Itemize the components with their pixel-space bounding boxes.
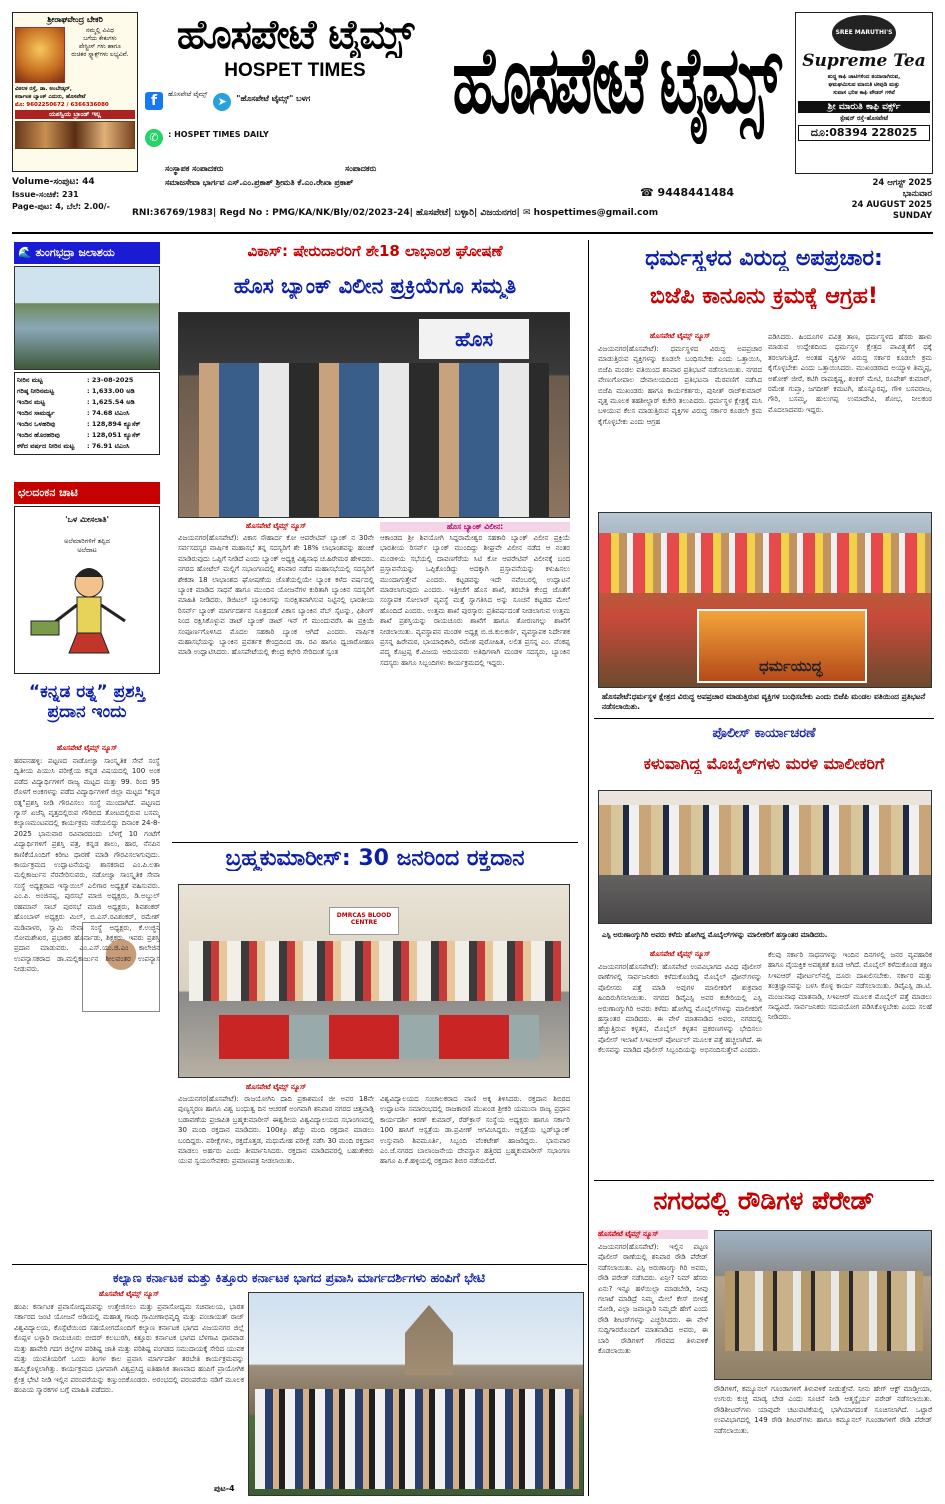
dam-row-value: : 1,633.00 ಅಡಿ xyxy=(87,387,135,395)
dharma-headline2: ಬಿಜೆಪಿ ಕಾನೂನು ಕ್ರಮಕ್ಕೆ ಆಗ್ರಹ! xyxy=(650,284,878,309)
cartoon-bubble-line2: ಅಲೆದಾಟ xyxy=(77,546,97,554)
hampi-byline: ಹೊಸಪೇಟೆ ಟೈಮ್ಸ್ ನ್ಯೂಸ್ xyxy=(98,1290,160,1298)
telegram-icon[interactable]: ➤ xyxy=(213,93,231,111)
bakery-ad-phone: ಮೊ: 9602250672 / 6366336080 xyxy=(15,102,109,108)
kannada-ratna-body: ಹರಪನಹಳ್ಳಿ: ಪಟ್ಟಣದ ನಾಡೋಜ್ವಾ ಸಾಂಸ್ಕೃತಿಕ ಸೇವೆ ಸಂಸ್ಥೆ ದ್ವಿತೀಯ ಪಿಯುಸಿ ಪರೀಕ್ಷೆಯ ಕನ್ನಡ ವಿಷಯದಲ್ಲಿ 100 ಅಂಕ ಪಡೆದ ವಿದ್ಯಾರ್ಥಿಗಳಿಗೆ ರಾಜ್ಯ ಮಟ್ಟದ ಮತ್ತು 99. ರಿಂದ 95 ರೊಳಗೆ ಅಂಕಗಳನ್ನು ಪಡೆದ ವಿದ್ಯಾರ್ಥಿಗಳಿಗೆ ಜಿಲ್ಲಾ ಮಟ್ಟದ "ಕನ್ನಡ ರತ್ನ"ಪ್ರಶಸ್ತಿ ನೀಡಿ ಗೌರವಿಸಲು ಸಂಸ್ಥೆ ಮುಂದಾಗಿದೆ. ಪಟ್ಟಣದ ಗ್ಯಾಸ್ ಏಜೆನ್ಸಿ ವೃತ್ತದಲ್ಲಿರುವ ಗೌರಿಬಿದ ತೋಟದಲ್ಲಿರುವ ಬಸಮ್ಮ ಕಲ್ಯಾಣಮಂಟಪದಲ್ಲಿ ಕಾರ್ಯಕ್ರಮ ನಡೆಯಲಿದ್ದು ದಿನಾಂಕ 24-8-2025 ಭಾನುವಾರ ರವಿವಾರದಂದು ಬೆಳಗ್ಗೆ 10 ಗಂಟೆಗೆ ವಿದ್ಯಾರ್ಥಿಗಳಿಗೆ ಪ್ರಶಸ್ತಿ ಪತ್ರ, ಕನ್ನಡ ಶಾಲು, ಹಾರ, ನೆನಪಿನ ಕಾಣಿಕೆಯೊಂದಿಗೆ ಕಿರೀಟ ಧಾರಣೆ ಮಾಡಿ ಗೌರವಿಸಲಾಗುವುದು. ಕಾರ್ಯಕ್ರಮದ ಉದ್ಘಾಟನೆಯನ್ನು ಶಾಸಕರಾದ ಎಂ.ಪಿ.ಲತಾ ಮಲ್ಲಿಕಾರ್ಜುನ ನೆರವೇರಿಸುವರು, ನಡೋಜ್ವಾ ಸಾಂಸ್ಕೃತಿಕ ಸೇವಾ ಸಂಸ್ಥೆ ಅಧ್ಯಕ್ಷರಾದ ಇಸ್ಮಾಯಿಲ್ ಎಲಿಗಾರ ಅಧ್ಯಕ್ಷತೆ ವಹಿಸುವರು. ಎಂ.ಪಿ. ಅಂಜಿನಪ್ಪ, ಪುರಸಭೆ ಮಾಜಿ ಅಧ್ಯಕ್ಷರು, ಡಿ.ಅಬ್ದುಲ್ ರಹಮಾನ್ ಸಾಬ್ ಪುರಸಭೆ ಮಾಜಿ ಅಧ್ಯಕ್ಷರು, ಶಿವಶಂಕರ್ ಹೊಂಬಾಳ್ ಅಧ್ಯಕ್ಷರು ಮಿಲ್, ಬಿ.ಎಸ್.ರವಿಶಂಕರ್, ರಮೇಶ್ ಮಡಿವಾಳರ, ಸ್ವಾಮಿ ಸೇವಾ ಸಂಸ್ಥೆ ಅಧ್ಯಕ್ಷರು, ಕೆ.ಉಜ್ಜಿನಿ ಸೋಮಶೇಖರ, ಪ್ರಭಾಕರ ಹೊರ್ನಾಡು, ಶಿಕ್ಷಕರು. ಇವರು ಪ್ರಶಸ್ತಿ ಪ್ರದಾನ ಮಾಡುವರು. ಎಂ.ಎಸ್.ಯು.ಜಿ.ಎಂ ಕಾಲೇಜಿನ ಉಪನ್ಯಾಸಕರಾದ ಡಾ.ಮಲ್ಲಿಕಾರ್ಜುನ ಶೀಲವಂತರ ಉಪನ್ಯಾಸ ನೀಡುವರು. xyxy=(14,757,160,974)
dam-row-value: : 128,894 ಕ್ಯೂಸೆಕ್ xyxy=(87,420,141,428)
cartoon-bubble-line1: ಅಲೆಮಾರಿಗಳಿಗೆ ತಪ್ಪಿದ xyxy=(64,537,110,545)
dam-row xyxy=(17,386,157,397)
kannada-ratna-headline1: “ಕನ್ನಡ ರತ್ನ” ಪ್ರಶಸ್ತಿ xyxy=(28,682,146,702)
dam-row-label: ಕಳೆದ ವರ್ಷದ ನೀರಿನ ಮಟ್ಟ xyxy=(17,442,75,450)
blood-photo-people xyxy=(189,941,561,1001)
paper-name-kn-small: ಹೊಸಪೇಟೆ ಟೈಮ್ಸ್ xyxy=(176,12,414,58)
dam-row-label: ಗರಿಷ್ಠ ನೀರಿನಮಟ್ಟ xyxy=(17,387,55,395)
cartoon-drawing xyxy=(17,555,157,655)
bank-photo-banner: ಹೊಸ xyxy=(419,319,529,359)
phone-number: 9448441484 xyxy=(657,186,735,199)
email[interactable]: hospettimes@gmail.com xyxy=(533,208,659,218)
hampi-headline: ಕಲ್ಯಾಣ ಕರ್ನಾಟಕ ಮತ್ತು ಕಿತ್ತೂರು ಕರ್ನಾಟಕ ಭಾಗದ ಪ್ರವಾಸಿ ಮಾರ್ಗದರ್ಶಿಗಳು ಹಂಪಿಗೆ ಭೇಟಿ xyxy=(112,1270,486,1285)
social-row xyxy=(145,90,445,112)
bakery-ad-address1: ವಿಠಲಕ ರಸ್ತೆ, ಡಾ. ಅಂಬೇಡ್ಕರ್, xyxy=(15,86,72,92)
center-rule xyxy=(172,842,578,843)
hampi-group xyxy=(255,1389,579,1489)
reg-line: RNI:36769/1983| Regd No : PMG/KA/NK/Bly/02/2023-24| xyxy=(132,208,413,218)
bank-photo-figures xyxy=(199,363,549,518)
pages-price: Page-ಪುಟ: 4, ಬೆಲೆ: 2.00/- xyxy=(12,202,110,211)
telegram-label[interactable]: "ಹೊಸಪೇಟೆ ಟೈಮ್ಸ್" ಬಳಗ xyxy=(236,94,311,103)
bottom-rule xyxy=(12,1264,587,1265)
bank-body2: ಆಕಾಂಡದ ಶ್ರೀ ಶಿವಯೋಗಿ ಸಿದ್ದರಾಮೇಶ್ವರ ಸಹಕಾರಿ ಬ್ಯಾಂಕ್ ವಿಲೀನ ಪ್ರಕ್ರಿಯೆ ಭಾರತೀಯ ರಿಸರ್ವ್ ಬ್ಯಾಂಕ್ ಮುಂದಿದ್ದು ಶೀಘ್ರವೇ ವಿಲೀನ ನಡೆದ ಆ ನಂತರ ಮಂಡಳಿಯ ಸಭೆಯಲ್ಲಿ ದಾವಣಗೆರೆಯ ಸಿಟಿ ಕೋ ಆಪರೇಟಿವ್ ವಿಲೀನಕ್ಕೆ ಬಂದ ಪ್ರಸ್ತಾವನೆಯನ್ನು ಒಪ್ಪಿಕೊಂಡಿದ್ದು ಅದಕ್ಕಾಗಿ ಪ್ರಸ್ತಾವನೆಯನ್ನು ಕಳುಹಿಸಲು ಮುಂದಾಗುತ್ತೇವೆ ಎಂದರು. ಕಟ್ಟಡವನ್ನು ಇದೇ ನವೆಂಬರಲ್ಲಿ ಉದ್ಘಾಟನೆ ಮಾಡಲಾಗುವುದು ಎಂದರು. ಇತ್ತೀಚೆಗೆ ಹೊಸ ಶಾಖೆ, ತರಬೇತಿ ಕೇಂದ್ರ ಜೊತೆಗೆ ಸಂಸ್ಥಾಪಕ ಸೋಲಾರ್ ವ್ಯವಸ್ಥೆ ಮತ್ತೆ ಸ್ವಾಗತಿಸಿದ ಅನ್ನು ಸೂಚನೆ ಕಟ್ಟಡದ ಮೇಲೆ ಹೊಂದಿದೆ ಎಂದರು. ಉತ್ತಮ ಶಾಖೆ ಪುರಸ್ಕಾರ: ಪ್ರತಿವರ್ಷದಂತೆ ನೀಡಲಾಗುವ ಉತ್ತಮ ಶಾಖೆ ಪ್ರಶಸ್ತಿಯನ್ನು ರಾಯಚೂರು ಶಾಖೆಗೆ ಹಾಗೂ ತೋರಣಗಲ್ಲು ಶಾಖೆಗೆ ನೀಡಲಾಯಿತು. ವ್ಯವಸ್ಥಾಪನ ಮಂಡಳಿ ಅಧ್ಯಕ್ಷ ಬಿ.ಜಿ.ಕುಲಕರ್ಣಿ, ವ್ಯವಸ್ಥಾಪಕ ನಿರ್ದೇಶಕ ಪ್ರಸನ್ನ ಹಿರೇಮಠ, ಭಾಯಾಧಿಕಾರಿ, ರಮೇಶ ಪುರೋಹಿತ, ಲಲಿತ ಪ್ರಸನ್ನ ಎಂ. ವೆಂಕಪ್ಪ ಪದ್ಮ ಕೊಟ್ರಪ್ಪ ಕೆ.ವಿಜಯ ಆದಿಯವರು ಅತಿಥಿಗಳಾಗಿ ಮಂಡಳಿ ಸದಸ್ಯರು, ಬ್ಯಾಂಕಿನ ಸದಸ್ಯರು ಹಾಗೂ ಸಿಬ್ಬಂದಿಗಳು ಕಾರ್ಯಕ್ರಮದಲ್ಲಿ ಇದ್ದರು. xyxy=(380,534,570,667)
dharma-banner-text: ಧರ್ಮಯುದ್ಧ xyxy=(759,657,823,675)
dam-title-text: ತುಂಗಭದ್ರಾ ಜಲಾಶಯ xyxy=(35,246,115,259)
tea-line3: ಸುವಾಸ ಭರಿತ ಕಾಫಿ ಪೌಡರ್ ಗಳಿವೆ xyxy=(833,90,895,96)
mobiles-headline: ಕಳುವಾಗಿದ್ದ ಮೊಬೈಲ್‌ಗಳು ಮರಳಿ ಮಾಲೀಕರಿಗೆ xyxy=(643,754,885,773)
tea-place: ಸ್ಟೇಷನ್ ರಸ್ತೆ-ಹೊಸಪೇಟೆ xyxy=(839,115,889,122)
volume: Volume-ಸಂಪುಟ: 44 xyxy=(12,177,95,187)
tea-line2: ಘಮಘಮಿಸುವ ಮಾರುತಿ ಟೀಪುಡಿ ಮತ್ತು xyxy=(828,82,900,88)
day-en: SUNDAY xyxy=(892,211,932,221)
dam-row-label: ಇಂದಿನ ಸಾಮರ್ಥ್ಯ xyxy=(17,409,55,417)
blood-banner: DMRCAS BLOOD CENTRE xyxy=(329,907,399,935)
issue: Issue-ಸಂಚಿಕೆ: 231 xyxy=(12,189,79,199)
mail-icon: ✉ xyxy=(522,208,531,218)
rowdy-body1: ವಿಜಯನಗರ(ಹೊಸಪೇಟೆ): ಇಲ್ಲಿನ ಪಟ್ಟಣ ಪೊಲೀಸ್ ಠಾಣೆಯಲ್ಲಿ ಶನಿವಾರ ರೌಡಿ ಪೆರೇಡ್ ನಡೆಸಲಾಯಿತು. ಎಸ್ಪಿ ಅರುಣಾಂಗ್ಶು ಗಿರಿ ಅವರು, ರೌಡಿ ಪರೇಡ್ ನಡೆಸಿದರು. ಏನ್ರೀ? ನಿಮ್ ಹೆಸರು ಏನು? ಇನ್ನೂ ಹಳೆಯಿಲ್ಲಾ ಮಾಡಬೇಡಿ, ನೀವು ಗಲಾಟೆ ಮಾಡಿದ್ರೆ ನಿಮ್ಮ ಮೇಲೆ ಕೇಸ್ ಬೀಳತ್ತೆ ನೋಡಿ, ಎಲ್ಲಾ ಜವಾಬ್ದಾರಿ ನಿಮ್ಮದೇ ಹೇಗೆ ಎಂದು ರೌಡಿ ಶೀಟರ್‌ಗಳನ್ನು ಎಚ್ಚರಿಸಿದರು. ಈ ವೇಳೆ ಸುದ್ದಿಗಾರರೊಂದಿಗೆ ಮಾತನಾಡಿದ ಅವರು, ಈ ಬಾರಿ ರೌಡಿಗಳಿಗೆ ಗೌರವದ ತಿಳುವಳಿಕೆ ಕೊಡಲಾಯಿತು xyxy=(598,1243,708,1356)
bank-photo xyxy=(178,312,570,518)
dharma-byline: ಹೊಸಪೇಟೆ ಟೈಮ್ಸ್ ನ್ಯೂಸ್ xyxy=(649,332,711,340)
blood-body1: ವಿಜಯನಗರ(ಹೊಸಪೇಟೆ): ರಾಜಯೋಗಿನಿ ದಾದಿ ಪ್ರಕಾಶಮಣಿ ಜೀ ಅವರ 18ನೇ ಪುಣ್ಯಸ್ಮರಣ ಹಾಗೂ ವಿಶ್ವ ಬಂಧುತ್ವ ದಿನ ಆಚರಣೆ ಅಂಗವಾಗಿ ಶನಿವಾರ ನಗರದ ಚಿತ್ತವಾಡ್ಗಿ ಬಡಾವಣೆಯ ಪ್ರಜಾಪಿತ ಬ್ರಹ್ಮಕುಮಾರೀಸ್ ಈಶ್ವರೀಯ ವಿಶ್ವವಿದ್ಯಾಲಯದ ಸಭಾಂಗಣದಲ್ಲಿ 30 ಮಂದಿ ರಕ್ತದಾನ ಮಾಡಿದರು. 100ಕ್ಕೂ ಹೆಚ್ಚು ಮಂದಿ ರಕ್ತದಾನ ಮಾಡಲು ಬಂದಿದ್ದರು. ಪರೀಕ್ಷೆಗಳು, ರಕ್ತದೊತ್ತಡ, ಮಧುಮೇಹ ಪರೀಕ್ಷೆ ನಡೆಸಿ 30 ಮಂದಿ ರಕ್ತದಾನ ಮಾಡಲು ಅರ್ಹರು ಎಂದು ತೀರ್ಮಾನಿಸಿದರು. ರಕ್ತದಾನ ಮಾಡಿದವರಲ್ಲಿ ಬಹುತೇಕರು ಯುವ ಸ್ವಯಂಸೇವಕರು ಪ್ರಮಾಣಪತ್ರ ನೀಡಲಾಯಿತು. xyxy=(178,1095,374,1166)
date-kn: 24 ಆಗಸ್ಟ್ 2025 xyxy=(872,178,932,188)
founder-name: ಸಮಾಜಸೇವಾ ಭಾರ್ಗವ ಎಸ್.ಎಂ.ಪ್ರಕಾಶ್ ಶ್ರೀಮತಿ ಕೆ.ಎಂ.ರೇಖಾ ಪ್ರಕಾಶ್ xyxy=(165,178,354,187)
mobiles-kicker: ಪೊಲೀಸ್ ಕಾರ್ಯಾಚರಣೆ xyxy=(712,726,816,741)
location-line: ಹೊಸಪೇಟೆ| ಬಳ್ಳಾರಿ| ವಿಜಯನಗರ| xyxy=(416,208,520,218)
paper-name-kn-large: ಹೊಸಪೇಟೆ ಟೈಮ್ಸ್ xyxy=(452,25,778,135)
dam-row xyxy=(17,397,157,408)
kannada-ratna-headline2: ಪ್ರದಾನ ಇಂದು xyxy=(47,702,127,722)
dam-row-value: : 23-08-2025 xyxy=(87,376,134,384)
cake-image xyxy=(15,121,135,149)
bakery-ad[interactable] xyxy=(12,12,138,172)
dam-row-value: : 128,051 ಕ್ಯೂಸೆಕ್ xyxy=(87,431,141,439)
tea-logo: SREE MARUTHI'S xyxy=(832,15,896,51)
dharma-body1: ವಿಜಯನಗರ(ಹೊಸಪೇಟೆ): ಧರ್ಮಸ್ಥಳದ ವಿರುದ್ಧ ಅಪಪ್ರಚಾರ ಮಾಡುತ್ತಿರುವ ವ್ಯಕ್ತಿಗಳನ್ನು ಕೂಡಲೇ ಬಂಧಿಸಬೇಕು ಎಂದು ಒತ್ತಾಯಿಸಿ, ಬಿಜೆಪಿ ಮಂಡಲ ವತಿಯಿಂದ ಶನಿವಾರ ಪ್ರತಿಭಟನೆ ನಡೆಸಲಾಯಿತು. ನಗರದ ವೇಣುಗೋಪಾಲ ದೇವಾಲಯದಿಂದ ಪ್ರತಿಭಟನಾ ಮೆರವಣಿಗೆ ನಡೆಸಿದ ಬಿಜೆಪಿ ಮುಖಂಡರು ಹಾಗೂ ಕಾರ್ಯಕರ್ತರು, ಪುನೀತ್ ರಾಜ್‌ಕುಮಾರ್ ವೃತ್ತ ಮೂಲಕ ತಹಶೀಲ್ದಾರ್ ಕಚೇರಿ ತಲುಪಿದರು. ಧರ್ಮಸ್ಥಳ ಕ್ಷೇತ್ರಕ್ಕೆ ಮಸಿ ಬಳಿಯುವ ಕೆಲಸ ಮಾಡುತ್ತಿರುವ ವ್ಯಕ್ತಿಗಳ ವಿರುದ್ಧ ಸರ್ಕಾರ ಕೂಡಲೇ ಕ್ರಮ ಕೈಗೊಳ್ಳಬೇಕು ಎಂದು ಆಗ್ರಹ xyxy=(598,345,762,426)
phone-icon: ☎ xyxy=(640,186,654,199)
dam-title xyxy=(14,242,160,264)
hampi-temple xyxy=(389,1305,469,1375)
dharma-banner xyxy=(697,609,867,683)
bakery-ad-title: ಶ್ರೀರಾಘವೇಂದ್ರ ಬೇಕರಿ xyxy=(47,15,103,24)
bakery-ad-address2: ಕರ್ನಾಟಕ ಬ್ಯಾಂಕ್ ಎದುರು, ಹೊಸಪೇಟೆ xyxy=(15,94,86,100)
mobiles-caption: ಎಸ್ಪಿ ಅರುಣಾಂಗ್ಶುಗಿರಿ ಅವರು ಕಳೆದು ಹೋಗಿದ್ದ ಮೊಬೈಲ್‌ಗಳನ್ನು ಮಾಲೀಕರಿಗೆ ಹಸ್ತಾಂತರ ಮಾಡಿದರು. xyxy=(602,931,828,939)
dam-row xyxy=(17,441,157,452)
cartoon-title-text: ಛಲದಂಕನ ಚಾಟಿ xyxy=(18,486,78,499)
bank-kicker: ವಿಕಾಸ್: ಷೇರುದಾರರಿಗೆ ಶೇ18 ಲಾಭಾಂಶ ಘೋಷಣೆ xyxy=(247,242,503,260)
whatsapp-label[interactable]: : HOSPET TIMES DAILY xyxy=(168,130,269,139)
rowdy-byline: ಹೊಸಪೇಟೆ ಟೈಮ್ಸ್ ನ್ಯೂಸ್ xyxy=(598,1230,708,1239)
bakery-ad-line4: ರುಚಿಕರ ಸ್ನ್ಯಾಕ್ಸ್‌ಗಳು ಲಭ್ಯವಿವೆ. xyxy=(71,51,129,58)
dam-row-label: ಇಂದಿನ ಮಟ್ಟ xyxy=(17,398,46,406)
dharma-photo xyxy=(598,512,932,688)
bakery-ad-line1: ನಮ್ಮಲ್ಲಿ ವಿವಿಧ xyxy=(86,27,114,34)
mobiles-body1: ವಿಜಯನಗರ(ಹೊಸಪೇಟೆ): ಹೊಸಪೇಟೆ ಉಪವಿಭಾಗದ ವಿವಿಧ ಪೊಲೀಸ್ ಠಾಣೆಗಳಲ್ಲಿ ಸಾರ್ವಜನಿಕರು ಕಳೆದುಕೊಂಡಿದ್ದ ಮೊಬೈಲ್ ಫೋನ್‌ಗಳನ್ನು ಪೊಲೀಸರು ಪತ್ತೆ ಮಾಡಿ ಅವುಗಳ ಮಾಲೀಕರಿಗೆ ಶುಕ್ರವಾರ ಹಿಂದಿರುಗಿಸಲಾಯಿತು. ನಗರದ ಡಿವೈಎಸ್ಪಿ ಅವರ ಕಚೇರಿಯಲ್ಲಿ ಎಸ್ಪಿ ಅರುಣಾಂಗ್ಶುಗಿರಿ ಅವರು ಕಳೆದು ಹೋಗಿದ್ದ ಮೊಬೈಲ್‌ಗಳನ್ನು ಮಾಲೀಕರಿಗೆ ಹಸ್ತಾಂತರ ಮಾಡಿದರು. ಈ ವೇಳೆ ಮಾತನಾಡಿದ ಅವರು, ನಗರದಲ್ಲಿ ಹೆಚ್ಚುತ್ತಿರುವ ಕಳ್ಳತನ, ಮೊಬೈಲ್ ಕಳ್ಳತನ ಪ್ರಕರಣಗಳನ್ನು ಭೇದಿಸಲು ಪೊಲೀಸ್ ಇಲಾಖೆ ಸಿಇಐಆರ್ ಪೋರ್ಟಲ್ ಮೂಲಕ ಪತ್ತೆ ಹಚ್ಚಲಾಗಿದೆ. ಈ ಕೆಲಸವನ್ನು ಮಾಡಿದ ಪೊಲೀಸ್ ಸಿಬ್ಬಂದಿಯನ್ನು ಅಭಿನಂದಿಸುತ್ತೇವೆ ಎಂದರು. xyxy=(598,963,762,1055)
dam-row xyxy=(17,419,157,430)
blood-headline: ಬ್ರಹ್ಮಕುಮಾರೀಸ್: 30 ಜನರಿಂದ ರಕ್ತದಾನ xyxy=(225,846,525,871)
facebook-label[interactable]: ಹೊಸಪೇಟೆ ಟೈಮ್ಸ್ xyxy=(168,90,208,98)
paper-name-en: HOSPET TIMES xyxy=(224,60,366,81)
dharma-headline1: ಧರ್ಮಸ್ಥಳದ ವಿರುದ್ಧ ಅಪಪ್ರಚಾರ: xyxy=(645,246,883,271)
rowdy-rule xyxy=(594,1180,934,1181)
blood-body2: ವಿಶ್ವವಿದ್ಯಾಲಯದ ಸಂಚಾಲಕರಾದ ವಾಣಿ ಅಕ್ಕ ತಿಳಿಸಿದರು. ರಕ್ತದಾನ ಶಿಬಿರದ ಉದ್ಘಾಟನಾ ಸಮಾರಂಭದಲ್ಲಿ ರಾಜಕಾರಣಿ ಮುಖಂಡ ಶ್ರೀಕರಿ ಯಮುನಾ ರಾಜ್ಯ ಪ್ರಧಾನ ಕಾರ್ಯದರ್ಶಿ ಕಿರಣ್ ಕುಮಾರ್, ರೆಡ್‌ಕ್ರಾಸ್ ಸಂಸ್ಥೆಯ ಅಧ್ಯಕ್ಷರು ಹಾಗೂ ಸರ್ಕಾರಿ 100 ಹಾಸಿಗೆ ಆಸ್ಪತ್ರೆಯ ಡಾ.ಪ್ರವೀಣ್ ಆಗಮಿಸಿದ್ದರು. ಆಸ್ಪತ್ರೆಯ ಬ್ಲಡ್‌ಬ್ಯಾಂಕ್ ಉಸ್ತುವಾರಿ ಶಿವಮೂರ್ತಿ, ಸಿಬ್ಬಂದಿ ವೆಂಕಟೇಶ್ ಹಾಜರಿದ್ದರು. ಭಾನುವಾರ ಎಂ.ಜೆ.ನಗರದ ಬಾಲಾಂಜನೇಯ ದೇವಸ್ಥಾನ ಹತ್ತಿರದ ಬ್ರಹ್ಮಕುಮಾರೀಸ್ ಸಭಾಂಗಣ ಹಾಗೂ ಪಿ.ಕೆ.ಹಳ್ಳಿಯಲ್ಲಿ ರಕ್ತದಾನ ಶಿಬಿರ ನಡೆಯಲಿದೆ. xyxy=(380,1095,570,1166)
founder-label: ಸಂಸ್ಥಾಪಕ ಸಂಪಾದಕರು xyxy=(165,164,224,173)
cartoon-panel xyxy=(14,506,160,674)
cartoon-title xyxy=(14,482,160,504)
hampi-photo xyxy=(248,1292,584,1496)
bakery-ad-line2: ಬಗೆಯ ಕೇಕುಗಳು xyxy=(83,35,117,42)
blood-photo xyxy=(178,884,570,1078)
mobiles-people xyxy=(599,805,932,875)
bank-body1: ವಿಜಯನಗರ(ಹೊಸಪೇಟೆ): ವಿಕಾಸ ಸೌಹಾರ್ದ ಕೋ ಆಪರೇಟಿವ್ ಬ್ಯಾಂಕ್ ನ 30ನೇ ಸರ್ವಸದಸ್ಯರ ವಾರ್ಷಿಕ ಮಹಾಸಭೆ ತನ್ನ ಸದಸ್ಯರಿಗೆ ಶೇ 18% ಲಾಭಾಂಶವನ್ನು ಹಂಚಿಕೆ ಮಾಡಿರುವುದು ಒಪ್ಪಿಗೆ ನೀಡಿದೆ ಎಂದು ಬ್ಯಾಂಕ್ ಅಧ್ಯಕ್ಷ ವಿಶ್ವನಾಥ ಚ.ಹಿರೇಮಠ ಹೇಳಿದರು. ನಗರದ ಹೋಟೆಲ್ ಮಲ್ಲಿಗೆ ಸಭಾಂಗಣದಲ್ಲಿ ಶನಿವಾರ ನಡೆದ ಮಹಾಸಭೆಯಲ್ಲಿ ಸದಸ್ಯರಿಗೆ ಶೇಕಡಾ 18 ಲಾಭಾಂಶದ ಘೋಷಣೆಯ ಜೊತೆಯಲ್ಲಿಯೇ ಬ್ಯಾಂಕ ಕಳೆದ ವರ್ಷದಲ್ಲಿ ಬ್ಯಾಂಕ ಮಾಡಿದ ಸಾಧನೆ ಹಾಗೂ ಮುಂದಿನ ಯೋಜನೆಗಳ ಕುರಿತಾಗಿ ಬ್ಯಾಂಕಿನ ಸದಸ್ಯರಿಗೆ ಮಾಹಿತಿ ನೀಡಿದರು. ಡಿಜಿಟಲ್ ಬ್ಯಾಂಕಿಂಗನ್ನು ಸುರಕ್ಷಿತವಾಗಿಸುವ ನಿಟ್ಟಿನಲ್ಲಿ ಭಾರತೀಯ ರಿಸರ್ವ್ ಬ್ಯಾಂಕ್ ಮಾರ್ಗದರ್ಶನ ಸೂತ್ರದಂತೆ ವಿಕಾಸ ಬ್ಯಾಂಕಿನ ವೆಬ್ ಸೈಟನ್ನು, ಫಿಶಿಂಗ್ ನಿಂದ ರಕ್ಷಿಸಿಕೊಳ್ಳುವ ಡಾಟ್ ಬ್ಯಾಂಕ್ ಡಾಟ್ ಇನ್ ಗೆ ಮುಂದುವರೆಸಿ ಈ ಪ್ರಕ್ರಿಯೆ ಸಂಪೂರ್ಣಗೊಳಿಸಿದ ಮೊದಲ ಸಹಕಾರಿ ಬ್ಯಾಂಕ ಆಗಿದೆ ಎಂದರು. ವಾರ್ಷಿಕ ಮಹಾಸಭೆಯನ್ನು ಬ್ಯಾಂಕಿನ ಪ್ರವರ್ತಕ ಕೇಂದ್ರದಿಂದ ಡಾ. ರವಿ ಹಾಗೂ ಧ್ವಜಾರೋಹಣ ಮಾಡಿ ಉದ್ಘಾಟಿಸಿದರು. ಹೊಸಪೇಟೆಯಲ್ಲಿ ಕೇಂದ್ರ ಕಛೇರಿ ಸೇರಿದಂತೆ ಸ್ವಂತ xyxy=(178,534,374,657)
day-kn: ಭಾನುವಾರ xyxy=(902,189,932,199)
masthead-rule xyxy=(12,232,933,234)
rowdy-police-figures xyxy=(725,1271,923,1351)
editor-label: ಸಂಪಾದಕರು xyxy=(345,164,377,173)
bank-byline: ಹೊಸಪೇಟೆ ಟೈಮ್ಸ್ ನ್ಯೂಸ್ xyxy=(245,522,307,530)
dam-row-value: : 1,625.54 ಅಡಿ xyxy=(87,398,135,406)
mobiles-photo xyxy=(598,790,932,924)
date-en: 24 AUGUST 2025 xyxy=(851,200,932,210)
rowdy-headline: ನಗರದಲ್ಲಿ ರೌಡಿಗಳ ಪೆರೇಡ್ xyxy=(653,1186,875,1215)
rowdy-photo xyxy=(714,1230,932,1380)
dam-table xyxy=(14,372,160,455)
bakery-ad-line3: ಪೇಸ್ಟ್ರೀಸ್ ಗಳು ಹಾಗೂ xyxy=(78,43,122,50)
dharma-caption: ಹೊಸಪೇಟೆ:ಧರ್ಮಸ್ಥಳ ಕ್ಷೇತ್ರದ ವಿರುದ್ಧ ಅಪಪ್ರಚಾರ ಮಾಡುತ್ತಿರುವ ವ್ಯಕ್ತಿಗಳ ಬಂಧಿಸಬೇಕು ಎಂದು ಬಿಜೆಪಿ ಮಂಡಲ ವತಿಯಿಂದ ಪ್ರತಿಭಟನೆ ನಡೆಸಲಾಯಿತು. xyxy=(602,692,926,711)
dharma-body2: ಪಡಿಸಿದರು. ಹಿಂದೂಗಳ ಪವಿತ್ರ ತಾಣ, ಧರ್ಮಸ್ಥಳದ ಹೆಸರು ಹಾಳು ಮಾಡುವ ಉದ್ದೇಶದಿಂದ ಧರ್ಮಸ್ಥಳ ಕ್ಷೇತ್ರದ ಪಾವಿತ್ರ್ಯತೆಗೆ ಧಕ್ಕೆ ತರಲಾಗುತ್ತಿದೆ. ಅಂತಹ ವ್ಯಕ್ತಿಗಳ ವಿರುದ್ಧ ಸರ್ಕಾರ ಕೂಡಲೇ ಕ್ರಮ ಕೈಗೊಳ್ಳಬೇಕು ಎಂದು ಒತ್ತಾಯಿಸಿದರು. ಮುಖಂಡರಾದ ಅಯ್ಯಾಳಿ ತಿಮ್ಮಪ್ಪ, ಅಶೋಕ್ ಜೀರೆ, ಕಟಿಗಿ ರಾಮಕೃಷ್ಣ, ಶಂಕರ್ ಮೇಟಿ, ರೂಪೇಶ್ ಕುಮಾರ್, ರಮೇಶ ಗುಪ್ತಾ, ಜಗದೀಶ್ ಕಮಟಗಿ, ಹೊನ್ನೂರಪ್ಪ, ಗೌಳಿ ಬಸವರಾಜ, ಗೌರಿ, ಬಸಮ್ಮ, ಹುಲುಗಪ್ಪ ಉಮಾದೇವಿ, ಶೋಭ, ನೀಲಕಂಠ ಮೊದಲಾದವರು ಇದ್ದರು. xyxy=(768,333,932,414)
rowdy-body2: ರೌಡಿಗಳಿಗೆ, ಕಮ್ಯೂನಲ್ ಗೂಂಡಾಗಳಿಗೆ ತಿಳುವಳಿಕೆ ನೀಡುತ್ತೇವೆ. ನೀನು ಹೇಗ್ ಆಕ್ಟ್ ಮಾಡ್ತೀಯಾ, ಉಗುರು ಕುಚ್ಚ ಮಾಡ್ಯ ಬೇಡ ಎಂದು ಸೂಚನೆ ನೀಡಿ ಆತ್ಮಸ್ಥೈರ್ಯ ಪರೇಡ್ ನಡೆಸಲಾಯಿತು. ರೌಡಿಶೀಟರ್‌ಗಳು ಯಾವುದೇ ಚಟುವಟಿಕೆಯಲ್ಲಿ ಭಾಗಿಯಾಗದಂತೆ ಸೂಚಿಸಲಾಗಿದೆ. ಒಟ್ಟಾರೆ ಉಪವಿಭಾಗದಲ್ಲಿ 149 ರೌಡಿ ಶೀಟರ್‌ಗಳು ಹಾಗೂ ಕಮ್ಯೂನಲ್ ಗೂಂಡಾಗಳಿಗೆ ರೌಡಿ ಪೆರೇಡ್ ನಡೆಸಲಾಯಿತು. xyxy=(714,1385,932,1435)
tea-ad[interactable] xyxy=(795,12,933,174)
bank-box-title: ಹೊಸ ಬ್ಯಾಂಕ್ ವಿಲೀನ: xyxy=(380,522,570,532)
blood-photo-beds xyxy=(219,1015,539,1059)
mobiles-rule xyxy=(594,718,934,719)
dam-row-label: ಇಂದಿನ ಒಳಹರಿವು xyxy=(17,420,56,428)
cartoon-caption: 'ಒಳ ಮೀಸಲಾತಿ' xyxy=(65,515,109,524)
reg-bar xyxy=(132,208,832,218)
tea-line1: ಶುದ್ಧ ಕಾಫಿ ಜಾಟಿಗಳಿಂದ ತಯಾರಾಗಿರುವ, xyxy=(827,74,901,80)
bank-headline: ಹೊಸ ಬ್ಯಾಂಕ್ ವಿಲೀನ ಪ್ರಕ್ರಿಯೆಗೂ ಸಮ್ಮತಿ xyxy=(233,274,517,298)
whatsapp-icon[interactable]: ✆ xyxy=(145,129,163,147)
bakery-ad-tag: ಯಶಸ್ವಿಯ ಬ್ರಾಂಡ್ ಇಲ್ಲ xyxy=(15,110,135,119)
dam-row xyxy=(17,430,157,441)
dam-row-label: ನೀರಿನ ಮಟ್ಟ xyxy=(17,376,43,384)
facebook-icon[interactable]: f xyxy=(145,92,163,110)
dam-row-label: ಇಂದಿನ ಹೊರಹರಿವು xyxy=(17,431,60,439)
dam-row-value: : 76.91 ಟಿಎಂಸಿ xyxy=(87,442,130,450)
hampi-body: ಹಂಪಿ: ಕರ್ನಾಟಕ ಪ್ರವಾಸೋದ್ಯಮವನ್ನು ಉತ್ತೇಜಿಸಲು ಮತ್ತು ಪ್ರವಾಸೋದ್ಯಮ ಸಚಿವಾಲಯ, ಭಾರತ ಸರ್ಕಾರದ ಜಂಟಿ ಯೋಜನೆ ಅಡಿಯಲ್ಲಿ ಮಹಾತ್ಮ ಗಾಂಧಿ ಗ್ರಾಮೀಣಾಭಿವೃದ್ಧಿ ಮತ್ತು ಪಂಚಾಯತ್ ರಾಜ್ ವಿಶ್ವವಿದ್ಯಾಲಯ, ಕೊಸ್ಪೆಟೆಯಿಂದ ಸಹಯೋಗದೊಂದಿಗೆ ಕಲ್ಯಾಣ ಕರ್ನಾಟಕ ಭಾಗದ ವಿಜಯನಗರ ಜಿಲ್ಲೆ ಕೊಪ್ಪಳ ಬಳ್ಳಾರಿ ರಾಯಚೂರು ಬೀದರ್ ಕಲಬುರಗಿ, ಕಿತ್ತೂರು ಕರ್ನಾಟಕ ಭಾಗದ ಬೆಳಗಾವಿ ಧಾರವಾಡ ಮತ್ತು ಹಾವೇರಿ ಗದಗ ಜಿಲ್ಲೆಗಳ ಪರಿಶಿಷ್ಟ ಜಾತಿ ಮತ್ತು ಪರಿಶಿಷ್ಟ ಪಂಗಡದ ಸಮುದಾಯಕ್ಕೆ ಸೇರಿದ ಯುವಕ ಮತ್ತು ಯುವತಿಯರಿಗೆ ಒಂದು ತಿಂಗಳ ಕಾಲ ಪ್ರವಾಸಿ ಮಾರ್ಗದರ್ಶಿ ತರಬೇತಿ ಕಾರ್ಯಕ್ರಮವನ್ನು ಹಮ್ಮಿಕೊಳ್ಳಲಾಗಿತ್ತು. ಕಾರ್ಯಕ್ರಮದ ಭಾಗವಾಗಿ ವಿಶ್ವಪ್ರಸಿದ್ಧ ಐತಿಹಾಸಿಕ ತಾಣವಾದ ಹಂಪಿಗೆ ಪ್ರಾಯೋಗಿಕ ಕ್ಷೇತ್ರ ಭೇಟಿ ನೀಡಿ ಇಲ್ಲಿನ ಪರಂಪರೆಯನ್ನು ಕಣ್ತುಂಬಿಕೊಂಡರು. ಅರಂಭದಲ್ಲಿ ಪರಂಪರೆಯ ನಡಿಗೆ ಮೂಲಕ ಹಂಪಿಯ ಸ್ಮಾರಕಗಳ ಬಗ್ಗೆ ಮಾಹಿತಿ ಪಡೆದರು. xyxy=(14,1303,244,1395)
hampi-page-next[interactable]: ಪುಟ-4 xyxy=(214,1484,235,1493)
tea-shop: ಶ್ರೀ ಮಾರುತಿ ಕಾಫಿ ವರ್ಕ್ಸ್ xyxy=(798,101,930,113)
whatsapp-row xyxy=(145,126,445,147)
right-col-rule xyxy=(588,240,589,1496)
mobiles-byline: ಹೊಸಪೇಟೆ ಟೈಮ್ಸ್ ನ್ಯೂಸ್ xyxy=(649,950,711,958)
dam-row xyxy=(17,375,157,386)
kannada-ratna-byline: ಹೊಸಪೇಟೆ ಟೈಮ್ಸ್ ನ್ಯೂಸ್ xyxy=(56,744,118,752)
mobiles-body2: ಕೆಲವು ಸರ್ಕಾರಿ ಸಾಧನಗಳನ್ನು ಇಂದಿನ ದಿನಗಳಲ್ಲಿ ಜನರ ವ್ಯವಹಾರಿಕ ಹಾಗೂ ವೈಯಕ್ತಿಕ ಅವಶ್ಯಕತೆ ಕೂಡ ಆಗಿದೆ. ಮೊಬೈಲ್ ಕಳೆದುಕೊಂಡ ತಕ್ಷಣ ಸಿಇಐಆರ್ ಪೋರ್ಟಲ್‌ನಲ್ಲಿ ದೂರು ದಾಖಲಿಸಬೇಕು. ಸರ್ಕಾರ ಮತ್ತು ತಂತ್ರಜ್ಞಾನವನ್ನು ಬಳಸಿ ಕೊಳ್ಳ ಕಾರ್ಯ ನಡೆಸಲಾಯಿತು. ಡಿವೈಎಸ್ಪಿ ಡಾ.ಟಿ. ಮಂಜುನಾಥ ಮಾತನಾಡಿ, ಸಿಇಐಆರ್ ಮೂಲಕ ಮೊಬೈಲ್ ಪತ್ತೆ ಮಾಡಲು ಸಾಧ್ಯವಿದೆ. ಸಾರ್ವಜನಿಕರು ಸದುಪಯೋಗ ಪಡಿಸಿಕೊಳ್ಳಬೇಕು ಎಂದು ಸಲಹೆ ನೀಡಿದರು. xyxy=(768,951,932,1022)
blood-byline: ಹೊಸಪೇಟೆ ಟೈಮ್ಸ್ ನ್ಯೂಸ್ xyxy=(245,1083,307,1091)
drop-icon: 🌊 xyxy=(18,246,32,259)
dam-photo xyxy=(14,266,160,370)
tea-phone: ದೂ:08394 228025 xyxy=(798,125,930,141)
dam-row-value: : 74.68 ಟಿಎಂಸಿ xyxy=(87,409,130,417)
deity-image xyxy=(15,27,65,83)
tea-brand: Supreme Tea xyxy=(802,51,926,71)
dam-row xyxy=(17,408,157,419)
dharma-crowd xyxy=(599,533,932,593)
